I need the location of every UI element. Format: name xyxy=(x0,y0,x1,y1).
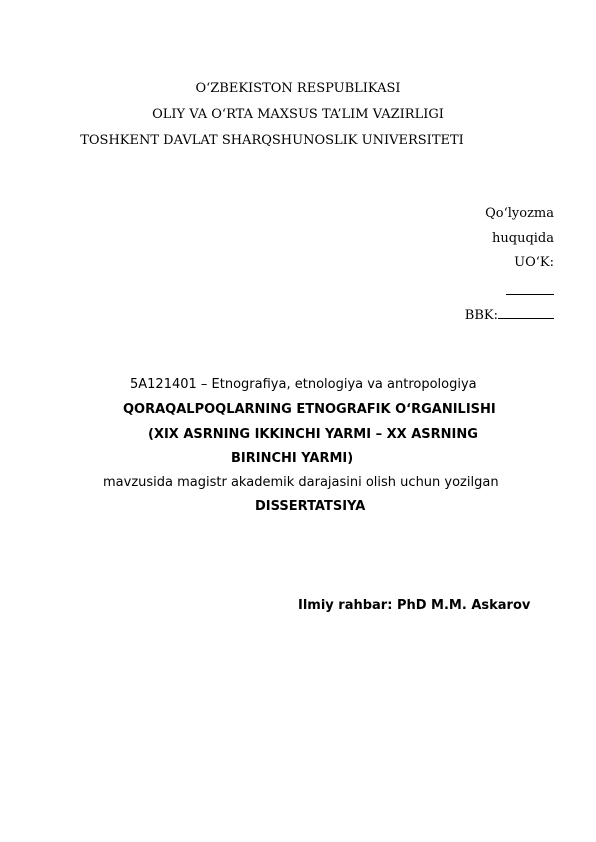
udk-label: UO‘K: xyxy=(514,255,554,270)
thesis-title-line3: BIRINCHI YARMI) xyxy=(231,451,354,466)
bbk-line xyxy=(465,304,554,323)
udk-blank-line xyxy=(506,280,554,299)
bbk-label: BBK: xyxy=(464,308,498,323)
manuscript-rights-line1: Qo‘lyozma xyxy=(485,206,554,221)
header-university: TOSHKENT DAVLAT SHARQSHUNOSLIK UNIVERSITETI xyxy=(80,133,464,148)
specialty-code: 5A121401 – Etnografiya, etnologiya va antropologiya xyxy=(130,377,477,392)
thesis-purpose: mavzusida magistr akademik darajasini olish uchun yozilgan xyxy=(103,475,499,490)
thesis-title-line1: QORAQALPOQLARNING ETNOGRAFIK O‘RGANILISHI xyxy=(123,402,496,417)
document-type: DISSERTATSIYA xyxy=(255,499,366,514)
thesis-title-line2: (XIX ASRNING IKKINCHI YARMI – XX ASRNING xyxy=(148,427,478,442)
header-republic: O‘ZBEKISTON RESPUBLIKASI xyxy=(195,81,401,96)
bbk-blank-line xyxy=(498,304,554,319)
supervisor: Ilmiy rahbar: PhD M.M. Askarov xyxy=(298,598,531,613)
manuscript-rights-line2: huquqida xyxy=(492,231,554,246)
header-ministry: OLIY VA O‘RTA MAXSUS TA’LIM VAZIRLIGI xyxy=(152,107,444,122)
